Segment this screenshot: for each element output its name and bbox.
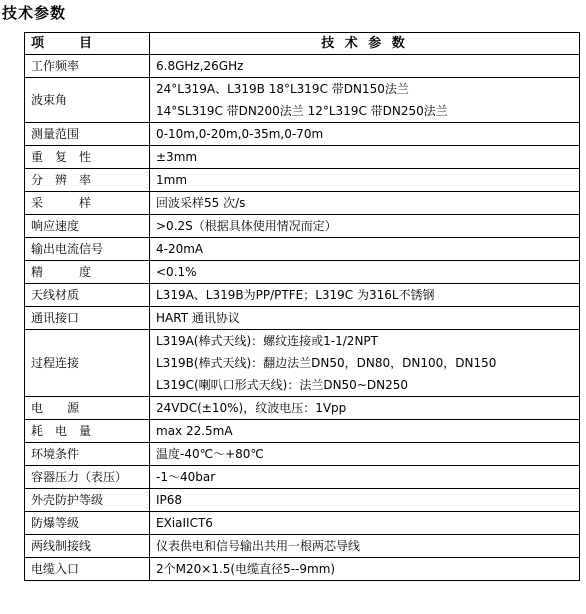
spec-table <box>24 32 580 581</box>
column-header-parameter: 技 术 参 数 <box>150 33 580 55</box>
value-line: 6.8GHz,26GHz <box>156 59 244 73</box>
row-value <box>150 420 580 443</box>
spec-table-body <box>25 55 580 581</box>
row-label: 重 复 性 <box>25 146 150 169</box>
table-row <box>25 397 580 420</box>
value-line: 4-20mA <box>156 242 204 256</box>
table-row <box>25 466 580 489</box>
value-line: L319A(棒式天线)：螺纹连接或1-1/2NPT <box>156 334 378 348</box>
value-line: 1mm <box>156 173 188 187</box>
table-row <box>25 238 580 261</box>
column-header-item: 项 目 <box>25 33 150 55</box>
row-value <box>150 55 580 78</box>
row-value <box>150 123 580 146</box>
table-row <box>25 78 580 123</box>
row-label: 波束角 <box>25 78 150 123</box>
table-row <box>25 192 580 215</box>
value-line: -1～40bar <box>156 470 216 484</box>
table-row <box>25 330 580 397</box>
row-label: 耗 电 量 <box>25 420 150 443</box>
row-value <box>150 169 580 192</box>
row-label: 两线制接线 <box>25 535 150 558</box>
table-row <box>25 284 580 307</box>
value-line: L319C(喇叭口形式天线)：法兰DN50~DN250 <box>156 378 408 392</box>
table-row <box>25 489 580 512</box>
row-label: 过程连接 <box>25 330 150 397</box>
row-label: 测量范围 <box>25 123 150 146</box>
value-line: >0.2S（根据具体使用情况而定） <box>156 219 337 233</box>
row-value <box>150 466 580 489</box>
value-line: IP68 <box>156 493 183 507</box>
row-label: 响应速度 <box>25 215 150 238</box>
row-label: 精 度 <box>25 261 150 284</box>
table-row <box>25 512 580 535</box>
row-value <box>150 535 580 558</box>
value-line: 24VDC(±10%)，纹波电压：1Vpp <box>156 401 347 415</box>
value-line: 2个M20×1.5(电缆直径5--9mm) <box>156 562 336 576</box>
row-label: 电 源 <box>25 397 150 420</box>
table-row <box>25 55 580 78</box>
value-line: 仪表供电和信号输出共用一根两芯导线 <box>156 539 361 553</box>
value-line: ±3mm <box>156 150 198 164</box>
row-value <box>150 284 580 307</box>
table-row <box>25 146 580 169</box>
document-title: 技术参数 <box>2 4 67 22</box>
table-row <box>25 307 580 330</box>
value-line: 14°SL319C 带DN200法兰 12°L319C 带DN250法兰 <box>156 104 448 118</box>
table-row <box>25 123 580 146</box>
table-row <box>25 169 580 192</box>
row-value <box>150 512 580 535</box>
row-value <box>150 261 580 284</box>
table-header-row <box>25 33 580 55</box>
row-value <box>150 78 580 123</box>
row-label: 外壳防护等级 <box>25 489 150 512</box>
table-row <box>25 535 580 558</box>
row-value <box>150 397 580 420</box>
row-label: 采 样 <box>25 192 150 215</box>
table-row <box>25 261 580 284</box>
row-value <box>150 146 580 169</box>
table-row <box>25 443 580 466</box>
row-label: 天线材质 <box>25 284 150 307</box>
row-label: 输出电流信号 <box>25 238 150 261</box>
value-line: L319B(棒式天线)：翻边法兰DN50，DN80，DN100，DN150 <box>156 356 497 370</box>
row-label: 环境条件 <box>25 443 150 466</box>
value-line: 24°L319A、L319B 18°L319C 带DN150法兰 <box>156 82 409 96</box>
table-row <box>25 558 580 581</box>
row-value <box>150 330 580 397</box>
row-value <box>150 489 580 512</box>
value-line: EXiaIICT6 <box>156 516 213 530</box>
row-label: 工作频率 <box>25 55 150 78</box>
value-line: L319A、L319B为PP/PTFE；L319C 为316L不锈钢 <box>156 288 435 302</box>
row-label: 电缆入口 <box>25 558 150 581</box>
row-label: 防爆等级 <box>25 512 150 535</box>
value-line: 0-10m,0-20m,0-35m,0-70m <box>156 127 324 141</box>
value-line: 回波采样55 次/s <box>156 196 246 210</box>
value-line: HART 通讯协议 <box>156 311 240 325</box>
row-value <box>150 215 580 238</box>
row-value <box>150 192 580 215</box>
value-line: 温度-40℃～+80℃ <box>156 447 264 461</box>
table-row <box>25 420 580 443</box>
value-line: max 22.5mA <box>156 424 233 438</box>
table-row <box>25 215 580 238</box>
value-line: <0.1% <box>156 265 197 279</box>
row-value <box>150 307 580 330</box>
row-value <box>150 443 580 466</box>
row-label: 容器压力（表压） <box>25 466 150 489</box>
row-value <box>150 558 580 581</box>
row-value <box>150 238 580 261</box>
row-label: 通讯接口 <box>25 307 150 330</box>
row-label: 分 辨 率 <box>25 169 150 192</box>
